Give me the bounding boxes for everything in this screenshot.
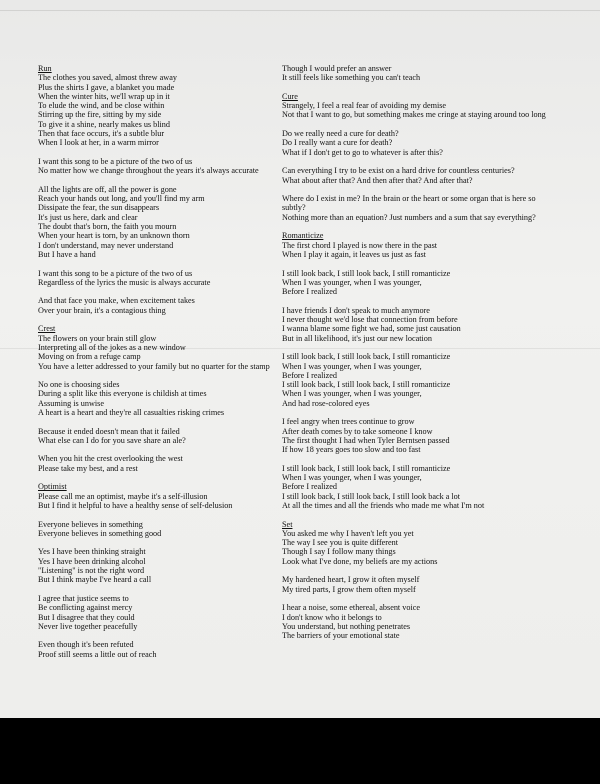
lyric-line: You have a letter addressed to your family but no quarter for the stamp bbox=[38, 361, 270, 371]
stanza bbox=[282, 529, 554, 566]
lyric-line: I feel angry when trees continue to grow bbox=[282, 417, 415, 427]
lyric-line: I wanna blame some fight we had, some just causation bbox=[282, 324, 461, 334]
stanza bbox=[38, 427, 274, 446]
lyric-line: Stirring up the fire, sitting by my side bbox=[38, 110, 162, 120]
lyric-line: The clothes you saved, almost threw away bbox=[38, 73, 177, 83]
lyric-line: Be conflicting against mercy bbox=[38, 603, 133, 613]
lyric-line: When I was younger, when I was younger, bbox=[282, 389, 422, 399]
lyric-line: Please take my best, and a rest bbox=[38, 463, 138, 473]
stanza bbox=[38, 492, 274, 511]
song-title: Run bbox=[38, 64, 52, 73]
stanza bbox=[282, 269, 554, 297]
lyric-line: Can everything I try to be exist on a hard drive for countless centuries? bbox=[282, 166, 515, 176]
song-title: Cure bbox=[282, 91, 298, 101]
lyric-line: A heart is a heart and they're all casualties risking crimes bbox=[38, 407, 225, 417]
stanza bbox=[282, 603, 554, 640]
right-column bbox=[282, 64, 554, 650]
fold-line bbox=[0, 10, 600, 11]
song-title: Set bbox=[282, 519, 293, 529]
lyric-line: Do I really want a cure for death? bbox=[282, 138, 393, 148]
lyric-line: Interpreting all of the jokes as a new window bbox=[38, 342, 186, 352]
lyric-line: What about after that? And then after that? And after that? bbox=[282, 175, 473, 185]
lyric-line: You understand, but nothing penetrates bbox=[282, 621, 411, 631]
lyric-line: Moving on from a refuge camp bbox=[38, 352, 141, 362]
lyric-line: I don't understand, may never understand bbox=[38, 240, 174, 250]
lyric-line: At all the times and all the friends who made me what I'm not bbox=[282, 500, 485, 510]
lyric-line: Strangely, I feel a real fear of avoiding my demise bbox=[282, 101, 447, 111]
lyric-line: When I was younger, when I was younger, bbox=[282, 473, 422, 483]
stanza bbox=[38, 380, 274, 417]
lyric-line: The flowers on your brain still glow bbox=[38, 333, 157, 343]
lyric-line: Not that I want to go, but something makes me cringe at staying around too long bbox=[282, 110, 546, 120]
stanza bbox=[38, 73, 274, 147]
stanza bbox=[282, 352, 554, 408]
lyric-line: Assuming is unwise bbox=[38, 398, 104, 408]
lyric-line: I want this song to be a picture of the two of us bbox=[38, 156, 193, 166]
lyric-line: My hardened heart, I grow it often myself bbox=[282, 575, 420, 585]
lyric-line: Everyone believes in something good bbox=[38, 528, 162, 538]
lyric-line: What else can I do for you save share an ale? bbox=[38, 435, 186, 445]
stanza bbox=[38, 520, 274, 539]
lyric-line: Never live together peacefully bbox=[38, 621, 138, 631]
stanza bbox=[38, 185, 274, 259]
lyric-line: The first chord I played is now there in the past bbox=[282, 240, 438, 250]
lyric-line: I still look back, I still look back, I still romanticize bbox=[282, 463, 451, 473]
lyric-line: But I have a hand bbox=[38, 249, 96, 259]
lyric-line: Before I realized bbox=[282, 370, 338, 380]
lyric-line: I agree that justice seems to bbox=[38, 593, 129, 603]
lyric-line: Before I realized bbox=[282, 287, 338, 297]
lyric-line: Everyone believes in something bbox=[38, 519, 143, 529]
stanza bbox=[38, 454, 274, 473]
lyric-line: Proof still seems a little out of reach bbox=[38, 649, 157, 659]
lyric-line: When your heart is torn, by an unknown thorn bbox=[38, 231, 190, 241]
lyric-line: But I disagree that they could bbox=[38, 612, 135, 622]
lyric-line: Even though it's been refuted bbox=[38, 640, 134, 650]
lyric-line: To give it a shine, nearly makes us blind bbox=[38, 119, 170, 129]
lyric-line: Then that face occurs, it's a subtle blur bbox=[38, 129, 165, 139]
lyric-line: No matter how we change throughout the years it's always accurate bbox=[38, 166, 259, 176]
lyric-line: It still feels like something you can't teach bbox=[282, 73, 421, 83]
song-title: Crest bbox=[38, 324, 56, 334]
stanza bbox=[38, 334, 274, 371]
lyric-line: Though I say I follow many things bbox=[282, 547, 396, 557]
lyric-line: When you hit the crest overlooking the west bbox=[38, 454, 183, 464]
lyric-line: But in all likelihood, it's just our new location bbox=[282, 333, 432, 343]
stanza bbox=[282, 417, 554, 454]
stanza bbox=[282, 306, 554, 343]
left-column bbox=[38, 64, 274, 668]
stanza bbox=[282, 194, 554, 222]
lyric-line: Yes I have been drinking alcohol bbox=[38, 556, 146, 566]
lyric-line: Yes I have been thinking straight bbox=[38, 547, 146, 557]
lyric-line: Dissipate the fear, the sun disappears bbox=[38, 203, 160, 213]
lyric-line: Look what I've done, my beliefs are my actions bbox=[282, 556, 438, 566]
lyric-line: Please call me an optimist, maybe it's a self-illusion bbox=[38, 491, 208, 501]
stanza bbox=[282, 64, 554, 83]
lyric-line: After death comes by to take someone I know bbox=[282, 426, 433, 436]
lyric-line: My tired parts, I grow them often myself bbox=[282, 584, 416, 594]
lyric-line: The doubt that's born, the faith you mourn bbox=[38, 222, 177, 232]
lyric-line: Though I would prefer an answer bbox=[282, 64, 392, 73]
lyric-line: Do we really need a cure for death? bbox=[282, 129, 399, 139]
lyric-line: If how 18 years goes too slow and too fast bbox=[282, 445, 421, 455]
lyric-line: And had rose-colored eyes bbox=[282, 398, 370, 408]
lyric-line: All the lights are off, all the power is gone bbox=[38, 184, 177, 194]
lyric-line: And that face you make, when excitement takes bbox=[38, 296, 195, 306]
lyric-line: No one is choosing sides bbox=[38, 380, 120, 390]
stanza bbox=[282, 464, 554, 510]
lyric-line: "Listening" is not the right word bbox=[38, 566, 145, 576]
song-section bbox=[38, 324, 274, 473]
song-title: Optimist bbox=[38, 482, 67, 492]
stanza bbox=[282, 166, 554, 185]
lyric-line: Because it ended doesn't mean that it failed bbox=[38, 426, 180, 436]
song-section bbox=[282, 64, 554, 83]
lyric-line: When I play it again, it leaves us just as fast bbox=[282, 249, 426, 259]
stanza bbox=[38, 594, 274, 631]
song-section bbox=[282, 231, 554, 510]
lyric-line: I have friends I don't speak to much anymore bbox=[282, 305, 430, 315]
lyric-line: Before I realized bbox=[282, 482, 338, 492]
lyric-line: But I find it helpful to have a healthy sense of self-delusion bbox=[38, 500, 233, 510]
lyric-line: The first thought I had when Tyler Berntsen passed bbox=[282, 435, 450, 445]
lyric-line: You asked me why I haven't left you yet bbox=[282, 528, 414, 538]
song-section bbox=[38, 482, 274, 659]
stanza bbox=[282, 241, 554, 260]
lyric-line: When I look at her, in a warm mirror bbox=[38, 138, 159, 148]
song-section bbox=[282, 92, 554, 222]
song-title: Romanticize bbox=[282, 231, 324, 241]
lyric-line: I still look back, I still look back, I still look back a lot bbox=[282, 491, 461, 501]
song-section bbox=[282, 520, 554, 641]
lyric-line: I don't know who it belongs to bbox=[282, 612, 382, 622]
stanza bbox=[282, 101, 554, 120]
lyric-line: I want this song to be a picture of the two of us bbox=[38, 268, 193, 278]
lyric-line: When I was younger, when I was younger, bbox=[282, 277, 422, 287]
lyric-line: But I think maybe I've heard a call bbox=[38, 575, 152, 585]
lyric-line: Where do I exist in me? In the brain or the heart or some organ that is here so subtly? bbox=[282, 194, 536, 213]
lyric-line: I still look back, I still look back, I still romanticize bbox=[282, 268, 451, 278]
lyric-line: I never thought we'd lose that connection from before bbox=[282, 315, 458, 325]
lyric-line: Over your brain, it's a contagious thing bbox=[38, 305, 166, 315]
lyric-line: The way I see you is quite different bbox=[282, 538, 399, 548]
lyric-line: Plus the shirts I gave, a blanket you made bbox=[38, 82, 175, 92]
lyric-line: Reach your hands out long, and you'll find my arm bbox=[38, 194, 205, 204]
lyric-line: I still look back, I still look back, I still romanticize bbox=[282, 352, 451, 362]
lyric-line: Nothing more than an equation? Just numbers and a sum that say everything? bbox=[282, 212, 536, 222]
lyric-line: When the winter hits, we'll wrap up in it bbox=[38, 91, 170, 101]
lyric-line: What if I don't get to go to whatever is after this? bbox=[282, 147, 443, 157]
lyric-line: When I was younger, when I was younger, bbox=[282, 361, 422, 371]
lyric-line: I hear a noise, some ethereal, absent voice bbox=[282, 603, 420, 613]
lyric-line: Regardless of the lyrics the music is always accurate bbox=[38, 277, 211, 287]
stanza bbox=[282, 575, 554, 594]
lyric-line: It's just us here, dark and clear bbox=[38, 212, 138, 222]
lyric-line: To elude the wind, and be close within bbox=[38, 101, 165, 111]
lyric-line: During a split like this everyone is childish at times bbox=[38, 389, 207, 399]
stanza bbox=[38, 269, 274, 288]
stanza bbox=[38, 547, 274, 584]
stanza bbox=[38, 157, 274, 176]
lyric-line: The barriers of your emotional state bbox=[282, 631, 400, 641]
song-section bbox=[38, 64, 274, 315]
stanza bbox=[38, 296, 274, 315]
lyric-line: I still look back, I still look back, I still romanticize bbox=[282, 380, 451, 390]
stanza bbox=[38, 640, 274, 659]
stanza bbox=[282, 129, 554, 157]
